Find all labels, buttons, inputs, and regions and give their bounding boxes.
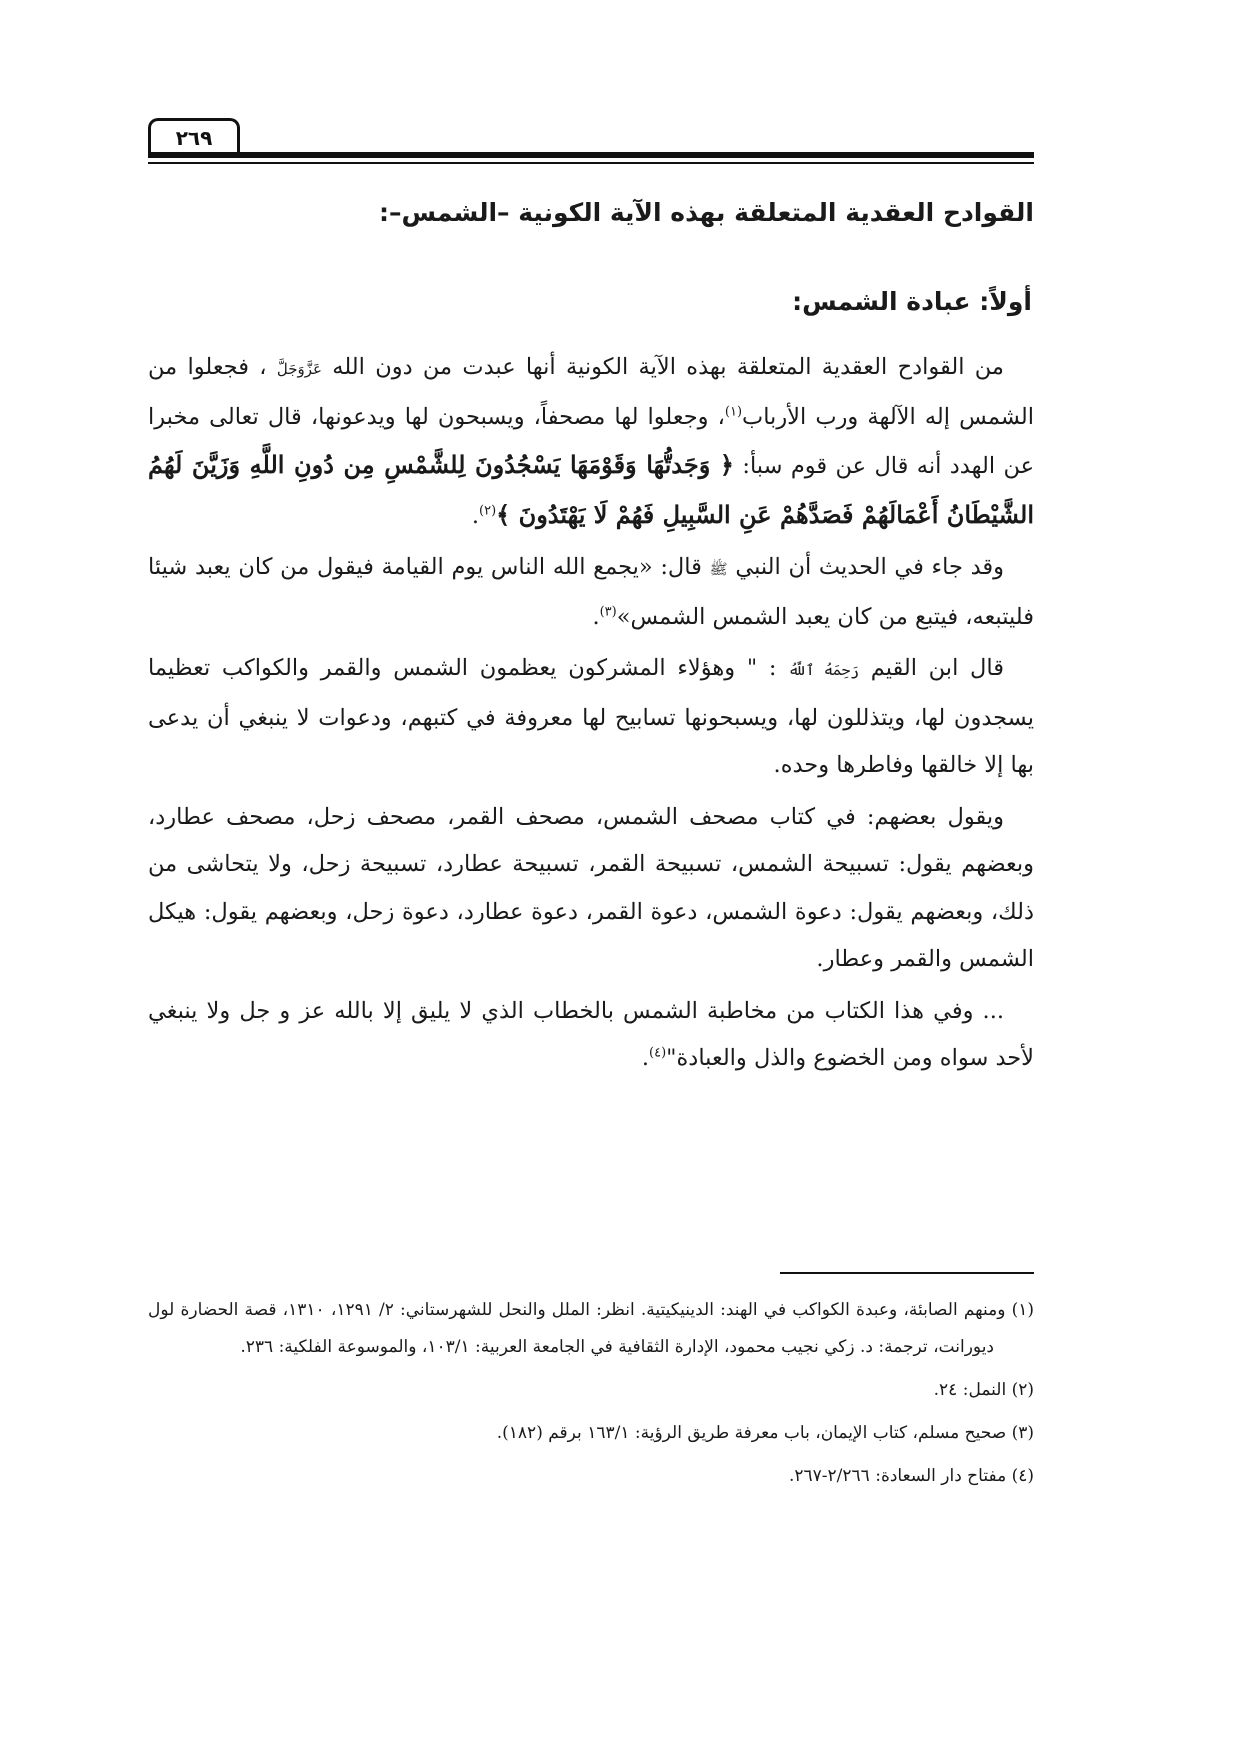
- honorific-glyph: رَحِمَهُ ٱللَّهُ: [788, 661, 860, 679]
- paragraph-4: ويقول بعضهم: في كتاب مصحف الشمس، مصحف القمر، مصحف زحل، مصحف عطارد، وبعضهم يقول: تسبيحة الشمس، تسبيحة القمر، تسبيحة عطارد، تسبيحة زحل، ولا يتحاشى من ذلك، وبعضهم يقول: دعوة الشمس، دعوة القمر، دعوة عطارد، دعوة زحل، وبعضهم يقول: هيكل الشمس والقمر وعطار.: [148, 803, 1034, 972]
- paragraph-text: .: [592, 603, 600, 630]
- paragraph-3: [148, 645, 1034, 790]
- paragraph-text: قال: «يجمع الله الناس يوم القيامة فيقول من كان يعبد شيئا فليتبعه، فيتبع من كان يعبد الشمس الشمس»: [148, 554, 1034, 630]
- honorific-glyph: ﷺ: [709, 560, 728, 578]
- section-title: القوادح العقدية المتعلقة بهذه الآية الكونية –الشمس–:: [379, 198, 1034, 227]
- footnote-separator: [780, 1272, 1034, 1274]
- footnote-4: (٤) مفتاح دار السعادة: ٢/٢٦٦-٢٦٧.: [788, 1466, 1034, 1486]
- paragraph-text: ، وجعلوا لها مصحفاً، ويسبحون لها ويدعونها، قال تعالى مخبرا عن الهدد أنه قال عن قوم سبأ:: [148, 403, 1035, 479]
- main-content: [148, 190, 1034, 1087]
- footnote-ref-3[interactable]: (٣): [599, 604, 617, 619]
- paragraph-text: : " وهؤلاء المشركون يعظمون الشمس والقمر والكواكب تعظيما يسجدون لها، ويتذللون لها، ويسبحونها تسابيح لها معروفة في كتبهم، ودعوات لا ينبغي أن يدعى بها إلا خالقها وفاطرها وحده.: [148, 655, 1034, 778]
- page-header: [148, 118, 1034, 168]
- paragraph-text: .: [641, 1045, 650, 1071]
- footnote-2: (٢) النمل: ٢٤.: [933, 1380, 1034, 1400]
- paragraph-text: ، فجعلوا من الشمس إله الآلهة ورب الأرباب: [148, 354, 1035, 430]
- footnote-1: (١) ومنهم الصابئة، وعبدة الكواكب في الهند: الدينيكيتية. انظر: الملل والنحل للشهرستاني: ٢/ ١٢٩١، ١٣١٠، قصة الحضارة لول ديورانت، ترجمة: د. زكي نجيب محمود، الإدارة الثقافية في الجامعة العربية: ١٠٣/١، والموسوعة الفلكية: ٢٣٦.: [148, 1300, 1035, 1357]
- quran-verse: ﴿ وَجَدتُّهَا وَقَوْمَهَا يَسْجُدُونَ لِلشَّمْسِ مِن دُونِ اللَّهِ وَزَيَّنَ لَهُمُ الشَّيْطَانُ أَعْمَالَهُمْ فَصَدَّهُمْ عَنِ السَّبِيلِ فَهُمْ لَا يَهْتَدُونَ ﴾: [148, 450, 1034, 529]
- footnote-3: (٣) صحيح مسلم، كتاب الإيمان، باب معرفة طريق الرؤية: ١٦٣/١ برقم (١٨٢).: [496, 1423, 1034, 1443]
- footnote-ref-1[interactable]: (١): [724, 404, 743, 419]
- paragraph-text: وقد جاء في الحديث أن النبي: [735, 554, 1004, 580]
- header-rule-thick: [148, 152, 1034, 158]
- page-number: ٢٦٩: [148, 118, 240, 154]
- paragraph-text: ... وفي هذا الكتاب من مخاطبة الشمس بالخطاب الذي لا يليق إلا بالله عز و جل ولا ينبغي لأحد سواه ومن الخضوع والذل والعبادة": [148, 997, 1034, 1071]
- footnote-ref-2[interactable]: (٢): [479, 503, 497, 518]
- paragraph-text: قال ابن القيم: [870, 655, 1004, 681]
- paragraph-1: [148, 344, 1034, 540]
- paragraph-2: [148, 544, 1034, 641]
- footnotes: [148, 1292, 1034, 1501]
- paragraph-5: [148, 988, 1034, 1083]
- subsection-title: أولاً: عبادة الشمس:: [792, 287, 1032, 316]
- honorific-glyph: عَزَّوَجَلَّ: [276, 360, 322, 378]
- paragraph-text: .: [471, 502, 480, 529]
- header-rule-thin: [148, 162, 1034, 164]
- footnote-ref-4[interactable]: (٤): [649, 1045, 667, 1061]
- paragraph-text: من القوادح العقدية المتعلقة بهذه الآية الكونية أنها عبدت من دون الله: [332, 354, 1004, 380]
